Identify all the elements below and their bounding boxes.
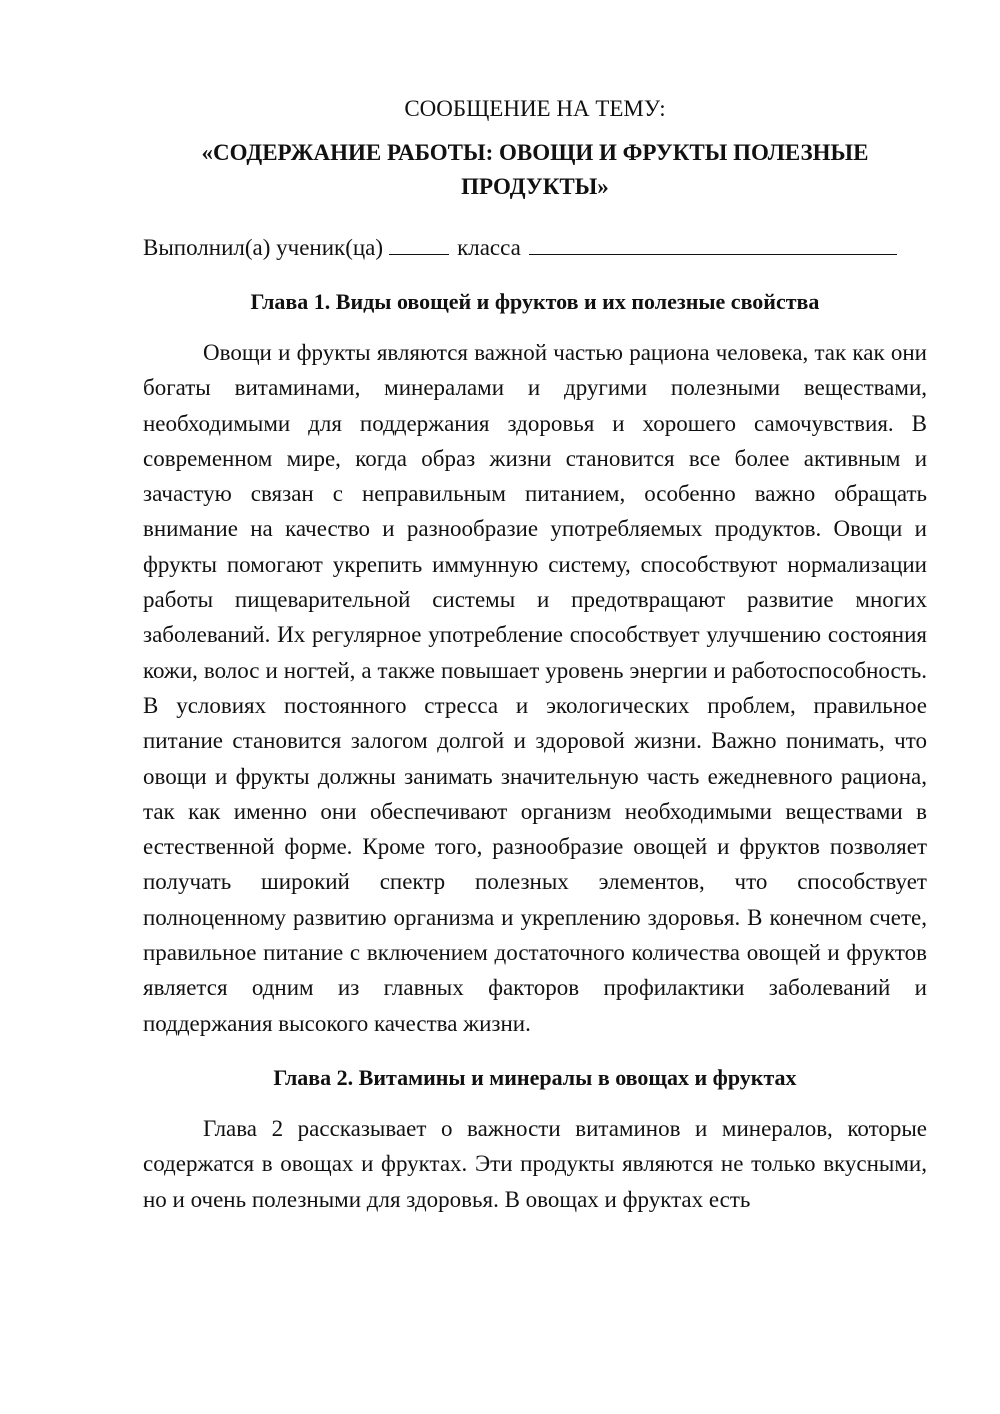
document-title: «СОДЕРЖАНИЕ РАБОТЫ: ОВОЩИ И ФРУКТЫ ПОЛЕЗНЫЕ ПРОДУКТЫ» <box>201 140 869 199</box>
class-blank-field <box>529 230 897 255</box>
author-line <box>143 230 927 265</box>
chapter-1-paragraph: Овощи и фрукты являются важной частью рациона человека, так как они богаты витаминами, минералами и другими полезными веществами, необходимыми для поддержания здоровья и хорошего самочувствия. В современном мире, когда образ жизни становится все более активным и зачастую связан с неправильным питанием, особенно важно обращать внимание на качество и разнообразие употребляемых продуктов. Овощи и фрукты помогают укрепить иммунную систему, способствуют нормализации работы пищеварительной системы и предотвращают развитие многих заболеваний. Их регулярное употребление способствует улучшению состояния кожи, волос и ногтей, а также повышает уровень энергии и работоспособность. В условиях постоянного стресса и экологических проблем, правильное питание становится залогом долгой и здоровой жизни. Важно понимать, что овощи и фрукты должны занимать значительную часть ежедневного рациона, так как именно они обеспечивают организм необходимыми веществами в естественной форме. Кроме того, разнообразие овощей и фруктов позволяет получать широкий спектр полезных элементов, что способствует полноценному развитию организма и укреплению здоровья. В конечном счете, правильное питание с включением достаточного количества овощей и фруктов является одним из главных факторов профилактики заболеваний и поддержания высокого качества жизни. <box>143 340 927 1036</box>
grade-blank-field <box>389 230 449 255</box>
chapter-2-paragraph: Глава 2 рассказывает о важности витаминов и минералов, которые содержатся в овощах и фруктах. Эти продукты являются не только вкусными, но и очень полезными для здоровья. В овощах и фруктах есть <box>143 1115 927 1212</box>
document-page <box>143 92 927 1217</box>
class-label: класса <box>457 235 521 260</box>
chapter-1-heading: Глава 1. Виды овощей и фруктов и их полезные свойства <box>250 289 820 314</box>
chapter-2-heading: Глава 2. Витамины и минералы в овощах и фруктах <box>273 1064 797 1090</box>
author-label: Выполнил(а) ученик(ца) <box>143 235 384 260</box>
document-header-line: СООБЩЕНИЕ НА ТЕМУ: <box>404 96 666 121</box>
